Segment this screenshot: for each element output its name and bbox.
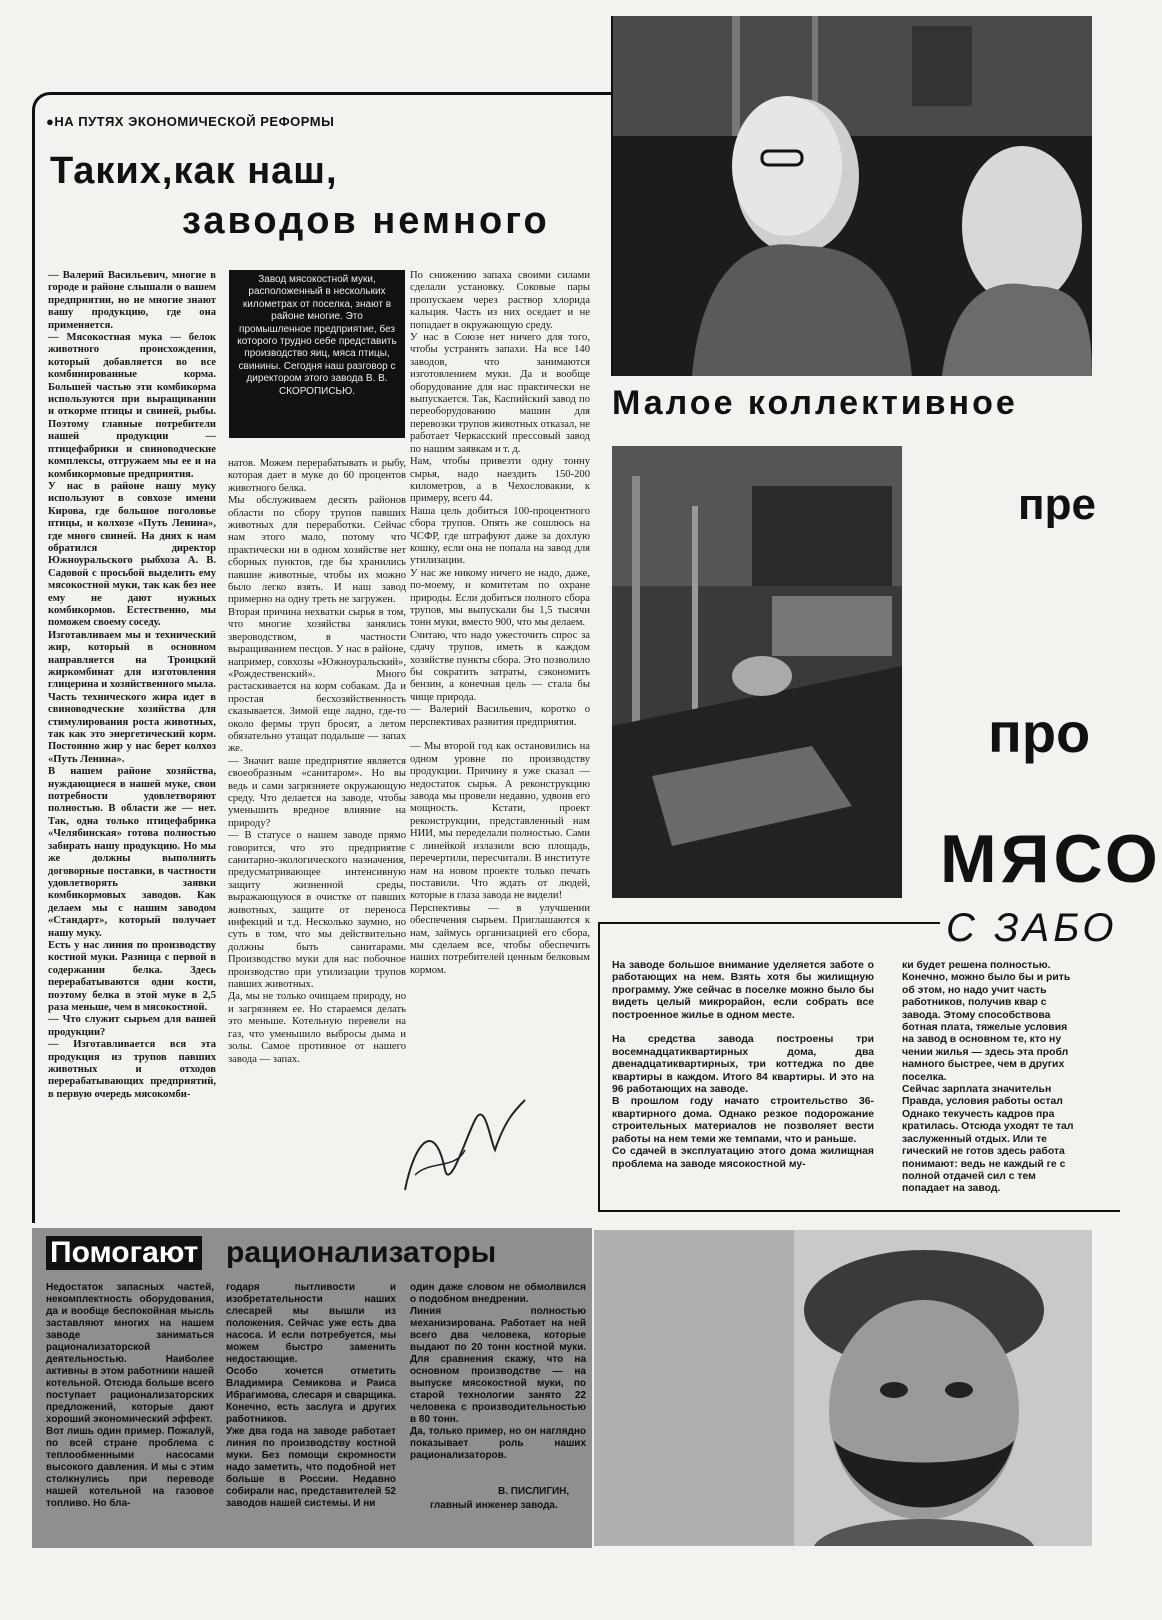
bottom-headline-word1: Помогают — [46, 1236, 202, 1270]
right-box-column-2: ки будет решена полностью. Конечно, можно было бы и рить об этом, но надо учит часть работников, получив квар с завода. Этому способствова ботная плата, тяжелые условия на завод в основном те, кто ну чении жилья — здесь эта пробл намного быстрее, чем в других поселка. Сейчас зарплата значительн Правда, условия работы остал Однако текучесть кадров пра кратилась. Отсюда уходят те тал заслуженный отдых. Или те гический не готов здесь работа понимают: ведь не каждый ге с полной отдачей сил с тем попадает на завод. — [902, 960, 1074, 1195]
handwritten-signature — [395, 1080, 535, 1200]
bottom-column-2: годаря пытливости и изобретательности наших слесарей мы вышли из положения. Сейчас уже есть два насоса. И если потребуется, мы можем быстро заменить недостающие. Особо хочется отметить Владимира Семикова и Раиса Ибрагимова, слесаря и сварщика. Конечно, есть заслуга и других работников. Уже два года на заводе работает линия по производству костной муки. Без помощи скромности надо заметить, что подобной нет больше в России. Недавно собирали нас, представителей 52 заводов нашей системы. И ни — [226, 1282, 396, 1509]
intro-text: Завод мясокостной муки, расположенный в нескольких километрах от поселка, знают в районе многие. Это промышленное предприятие, без которого трудно себе представить производство яиц, мяса птицы, свинины. Сегодня наш разговор с директором этого завода В. В. СКОРОПИСЬЮ. — [237, 274, 397, 397]
right-headline: Малое коллективное — [612, 384, 1018, 422]
bottom-column-3: один даже словом не обмолвился о подобном внедрении. Линия полностью механизирована. Работает на ней всего два человека, которые выдают по 20 тонн костной муки. Для сравнения скажу, что на основном производстве — на выпуске мясокостной муки, по старой технологии занято 22 человека с производительностью в 80 тонн. Да, только пример, но он наглядно показывает роль наших рационализаторов. — [410, 1282, 586, 1461]
text-column-1: — Валерий Васильевич, многие в городе и районе слышали о вашем предприятии, но не многие знают вашу продукцию, где она применяется. — Мясокостная мука — белок животного происхождения, который добавляется во все комбинированные корма. Большей частью эти комбикорма используются при выращивании и откорме птицы и свиней, рыбы. Поэтому главные потребители нашей продукции — птицефабрики и свиноводческие комплексы, отгружаем мы ее и на комбикормовые предприятия. У нас в районе нашу муку используют в совхозе имени Кирова, где большое поголовье птицы, и колхозе «Путь Ленина», где много свиней. На днях к нам обратился директор Южноуральского рыбхоза А. В. Садовой с просьбой выделить ему мясокостной муки, так как без нее ему не дают нужных комбикормов. Естественно, мы поможем своему соседу. Изготавливаем мы и технический жир, который в основном направляется на Троицкий жиркомбинат для изготовления глицерина и хозяйственного мыла. Часть технического жира идет в свиноводческие хозяйства для стимулирования роста животных, так как это энергетический корм. Постоянно жир у нас берет колхоз «Путь Ленина». В нашем районе хозяйства, нуждающиеся в нашей муке, свои потребности удовлетворяют полностью. В области же — нет. Так, одна только птицефабрика «Челябинская» готова полностью забирать нашу продукцию. Но мы же должны выполнять договорные поставки, в частности удовлетворять заявки комбикормовых заводов. Как делаем мы с нашим заводом «Стандарт», который получает нашу муку. Есть у нас линия по производству костной муки. Разница с первой в содержании белка. Здесь перерабатываются одни кости, поэтому белка в этой муке в 2,5 раза меньше, чем в мясокостной. — Что служит сырьем для вашей продукции? — Изготавливается вся эта продукция из трупов павших животных и отходов перерабатывающих предприятий, в первую очередь мясокомби- — [48, 270, 216, 1100]
text-column-3: По снижению запаха своими силами сделали установку. Соковые пары пропускаем через раствор хлорида кальция. Часть из них оседает и не попадает в окружающую среду. У нас в Союзе нет ничего для того, чтобы устранять запахи. На все 140 заводов, что занимаются изготовлением муки. Да и вообще оборудование для нас практически не выпускается. Так, Каспийский завод по переоборудованию машин для перевозки трупов животных отказал, не работает Черкасский прессовый завод по нашим заявкам и т. д. Нам, чтобы привезти одну тонну сырья, надо наездить 150-200 километров, а в Чехословакии, к примеру, всего 44. Наша цель добиться 100-процентного сбора трупов. Опять же сошлюсь на ЧСФР, где штрафуют даже за дохлую кошку, если она не попала на завод для утилизации. У нас же никому ничего не надо, даже, по-моему, и комитетам по охране природы. Если добиться полного сбора трупов, мы выпускали бы 1,5 тысячи тонн муки, вместо 900, что мы делаем. Считаю, что надо ужесточить спрос за сдачу трупов, иметь в каждом хозяйстве пункты сбора. Это позволило бы сократить затраты, сэкономить бензин, а конечная цель — стала бы чище природа. — Валерий Васильевич, коротко о перспективах развития предприятия. — Мы второй год как остановились на одном уровне по производству продукции. Причину я уже сказал — недостаток сырья. А реконструкцию завода мы провели недавно, удвоив его мощность. Кстати, проект реконструкции, представленный нам НИИ, мы переделали полностью. Сами с линейкой излазили всю площадь, перечертили, пересчитали. В институте нам на новом проекте только печать поставили. Что ждать от людей, которые в глаза завода не видели! Перспективы — в улучшении обеспечения сырьем. Приглашаются к нам, займусь организацией его сбора, мы сделаем все, чтобы обеспечить наших потребителей ценным белковым кормом. — [410, 270, 590, 976]
photo-bearded-man — [594, 1230, 1092, 1546]
right-word-pre: пре — [1018, 480, 1096, 529]
right-word-myaso: МЯСО — [940, 821, 1162, 897]
bottom-signature: В. ПИСЛИГИН, — [498, 1486, 570, 1497]
right-subline: С ЗАБО — [940, 906, 1124, 951]
headline-line1: Таких,как наш, — [50, 150, 338, 192]
intro-box — [229, 270, 405, 438]
right-word-pro: про — [988, 701, 1091, 764]
bottom-column-1: Недостаток запасных частей, некомплектность оборудования, да и вообще беспокойная мысль заставляют многих на нашем заводе заниматься рационализаторской деятельностью. Наиболее активны в этом работники нашей котельной. Отсюда больше всего поступает рационализаторских предложений, которые дают хороший экономический эффект. Вот лишь один пример. Пожалуй, по всей стране проблема с теплообменными насосами высокого давления. И мы с этим столкнулись при переводе нашей котельной на газовое топливо. Но бла- — [46, 1282, 214, 1509]
headline-line2: заводов немного — [182, 200, 550, 242]
bottom-headline-word2: рационализаторы — [226, 1236, 497, 1269]
bottom-signature-title: главный инженер завода. — [430, 1500, 558, 1511]
right-box-column-1: На заводе большое внимание уделяется заботе о работающих на нем. Взять хотя бы жилищную программу. Уже сейчас в поселке можно было бы видеть целый микрорайон, если собрать все построенное жилье в одном месте. На средства завода построены три восемнадцатиквартирных дома, два двенадцатиквартирных, три коттеджа по две квартиры в каждом. Итого 84 квартиры. И это на 96 работающих на заводе. В прошлом году начато строительство 36-квартирного дома. Однако резкое подорожание строительных материалов не позволяет вести работы на нем теми же темпами, что и раньше. Со сдачей в эксплуатацию этого дома жилищная проблема на заводе мясокостной му- — [612, 960, 874, 1170]
text-column-2: натов. Можем перерабатывать и рыбу, которая дает в муке до 60 процентов животного белка. Мы обслуживаем десять районов области по сбору трупов павших животных для переработки. Сейчас нам этого мало, потому что практически ни в одном хозяйстве нет сборных пунктов, где бы хранились павшие животные, чтобы их можно было легко взять. И наш завод примерно на одну треть не загружен. Вторая причина нехватки сырья в том, что многие хозяйства занялись звероводством, в частности выращиванием песцов. У нас в районе, например, совхозы «Южноуральский», «Рождественский». Много растаскивается на корм собакам. Да и простая бесхозяйственность сказывается. Зимой еще ладно, где-то около фермы труп бросят, а летом обязательно утащат подальше — запах же. — Значит ваше предприятие является своеобразным «санитаром». Но вы ведь и сами загрязняете окружающую среду. Что делается на заводе, чтобы уменьшить вредное влияние на природу? — В статусе о нашем заводе прямо говорится, что это предприятие санитарно-экологического назначения, предусматривающее интенсивную защиту жизненной среды, выражающуюся в очистке от павших животных, защите от переноса инфекций и т.д. Несколько заумно, но суть в том, что мы действительно должны быть санитарами. Производство муки для нас побочное производство при утилизации трупов павших животных. Да, мы не только очищаем природу, но и загрязняем ее. Но стараемся делать это меньше. Котельную перевели на газ, что уменьшило выбросы дыма и золы. Самое противное от нашего завода — запах. — [228, 458, 406, 1065]
photo-two-men — [612, 16, 1092, 376]
photo-factory-interior — [612, 446, 902, 898]
rubric: ●НА ПУТЯХ ЭКОНОМИЧЕСКОЙ РЕФОРМЫ — [46, 114, 335, 129]
